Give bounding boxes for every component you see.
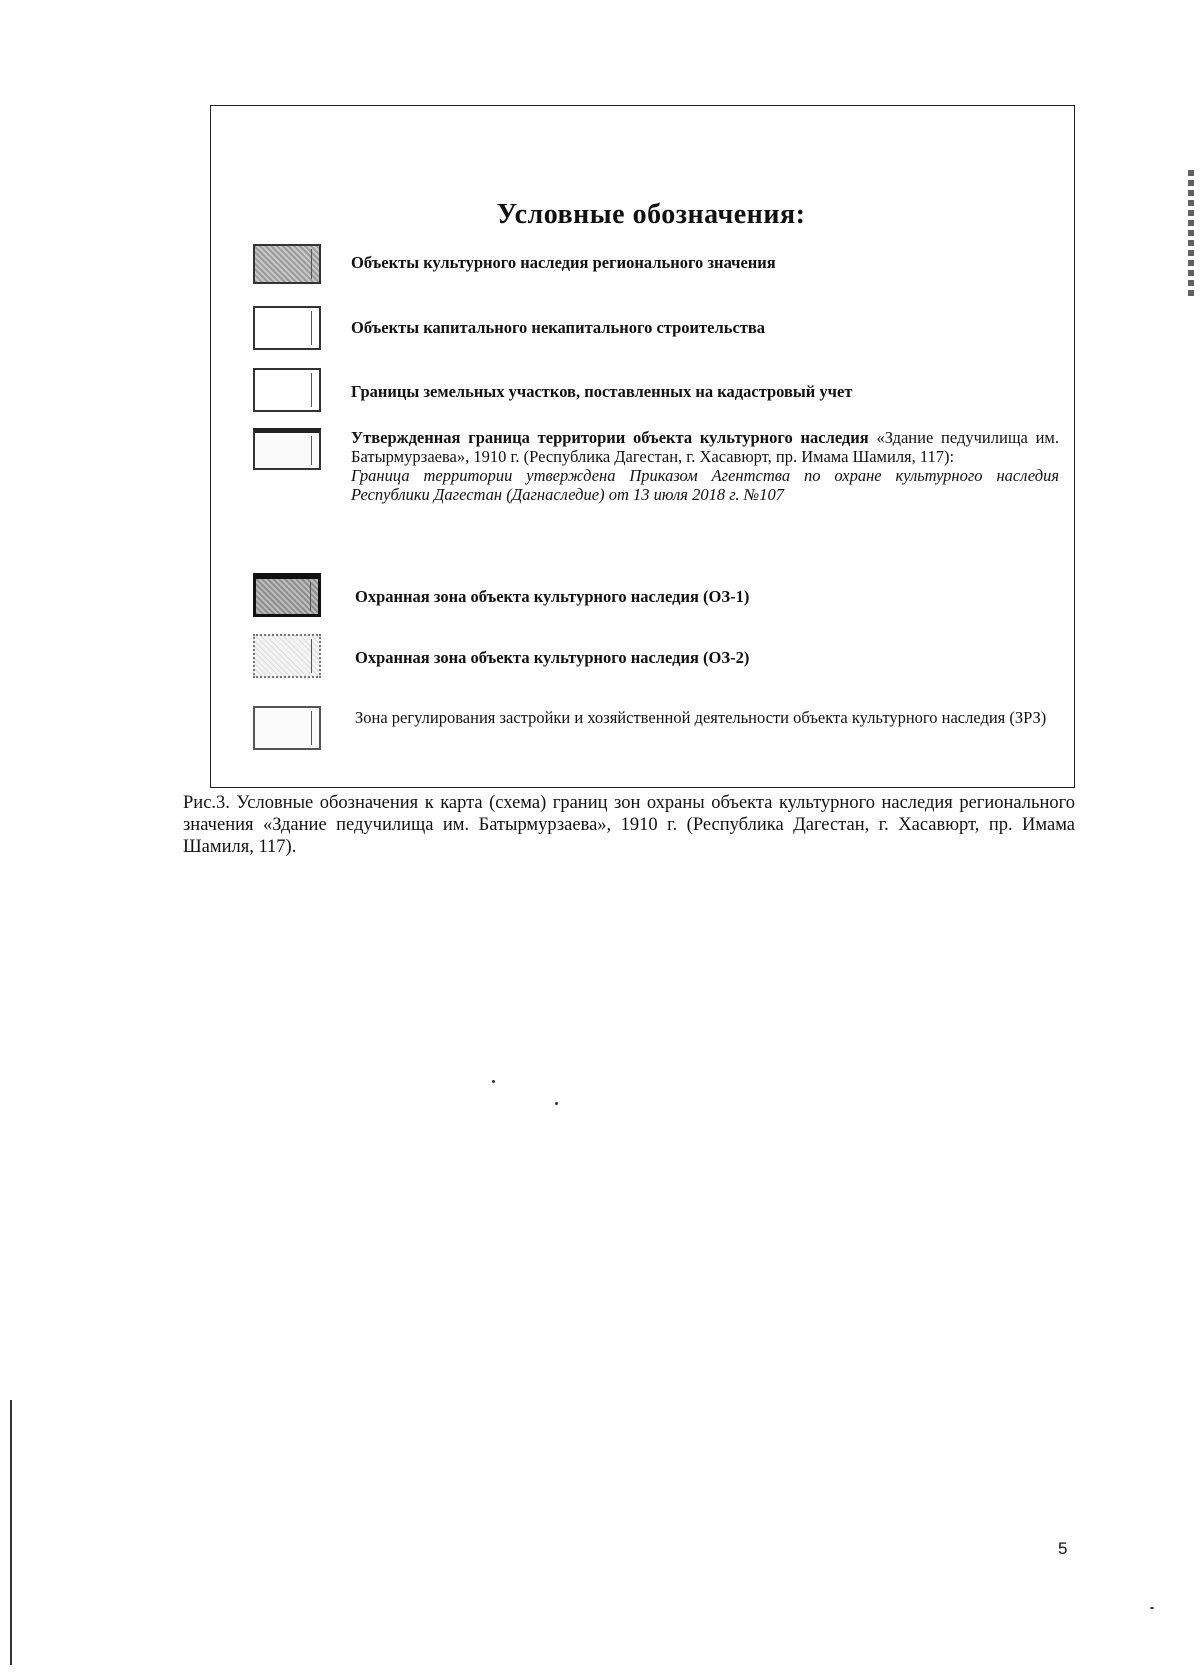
legend-item-label: Охранная зона объекта культурного наследия (ОЗ-2) bbox=[355, 648, 750, 667]
legend-item-label: Зона регулирования застройки и хозяйственной деятельности объекта культурного наследия (ЗРЗ) bbox=[355, 708, 1047, 727]
scan-speck bbox=[555, 1102, 558, 1105]
approved-territory-boundary-swatch-icon bbox=[253, 428, 321, 470]
capital-construction-swatch-icon bbox=[253, 306, 321, 350]
legend-frame bbox=[210, 105, 1075, 788]
legend-item-label: Объекты капитального некапитального строительства bbox=[351, 318, 766, 337]
scan-speck bbox=[492, 1080, 495, 1083]
legend-item-label: Утвержденная граница территории объекта культурного наследия bbox=[351, 428, 869, 447]
scan-edge-mark bbox=[1188, 170, 1194, 300]
legend-title: Условные обозначения: bbox=[496, 199, 806, 230]
legend-item-approval-note: Граница территории утверждена Приказом Агентства по охране культурного наследия Республики Дагестан (Дагнаследие) от 13 июля 2018 г. №107 bbox=[351, 466, 1059, 504]
scan-margin-line bbox=[10, 1400, 12, 1665]
legend-item-label: Границы земельных участков, поставленных на кадастровый учет bbox=[351, 382, 853, 401]
legend-item-label: Объекты культурного наследия регионального значения bbox=[351, 253, 776, 272]
legend-item-label: Охранная зона объекта культурного наследия (ОЗ-1) bbox=[355, 587, 750, 606]
page-number: 5 bbox=[1058, 1539, 1068, 1558]
cultural-heritage-object-swatch-icon bbox=[253, 244, 321, 284]
protection-zone-oz2-swatch-icon bbox=[253, 634, 321, 678]
protection-zone-oz1-swatch-icon bbox=[253, 573, 321, 617]
scan-speck bbox=[1150, 1607, 1154, 1609]
legend-item-text bbox=[351, 428, 1059, 504]
figure-caption: Рис.3. Условные обозначения к карта (схема) границ зон охраны объекта культурного наследия регионального значения «Здание педучилища им. Батырмурзаева», 1910 г. (Республика Дагестан, г. Хасавюрт, пр. Имама Шамиля, 117). bbox=[183, 793, 1075, 857]
legend-item-object-name: «Здание педучилища им. Батырмурзаева», 1910 г. (Республика Дагестан, г. Хасавюрт, пр. Имама Шамиля, 117): bbox=[351, 428, 1059, 466]
development-regulation-zone-swatch-icon bbox=[253, 706, 321, 750]
land-plot-boundary-swatch-icon bbox=[253, 368, 321, 412]
